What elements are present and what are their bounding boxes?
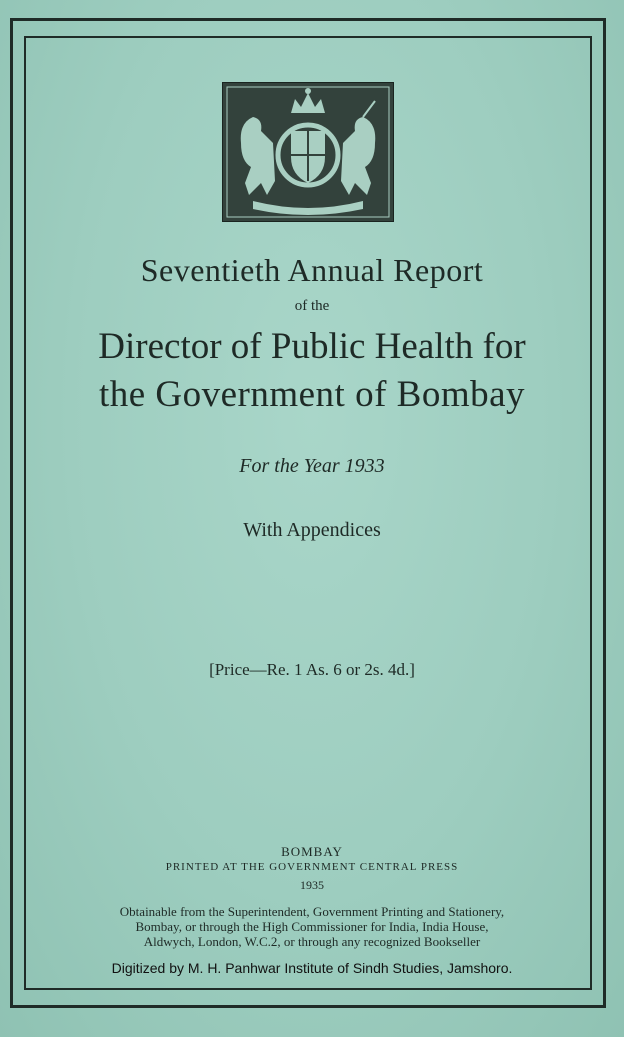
imprint-place: BOMBAY — [281, 844, 343, 859]
obtainable-line-1: Obtainable from the Superintendent, Government Printing and Stationery, — [119, 904, 505, 919]
title-director: Director of Public Health for — [98, 326, 526, 367]
of-the-text: of the — [294, 298, 330, 314]
obtainable-line-3: Aldwych, London, W.C.2, or through any recognized Bookseller — [143, 934, 481, 949]
imprint-year: 1935 — [300, 878, 324, 892]
title-government: the Government of Bombay — [98, 374, 526, 415]
price-text: [Price—Re. 1 As. 6 or 2s. 4d.] — [209, 660, 415, 679]
report-title: Seventieth Annual Report — [140, 252, 484, 288]
digitized-by-credit: Digitized by M. H. Panhwar Institute of Sindh Studies, Jamshoro. — [111, 960, 513, 976]
appendices-text: With Appendices — [243, 519, 381, 541]
royal-coat-of-arms-icon — [222, 82, 394, 222]
obtainable-line-2: Bombay, or through the High Commissioner for India, India House, — [135, 919, 489, 934]
year-line: For the Year 1933 — [239, 455, 385, 477]
imprint-printer: PRINTED AT THE GOVERNMENT CENTRAL PRESS — [165, 861, 459, 873]
obtainable-notice — [0, 904, 624, 949]
